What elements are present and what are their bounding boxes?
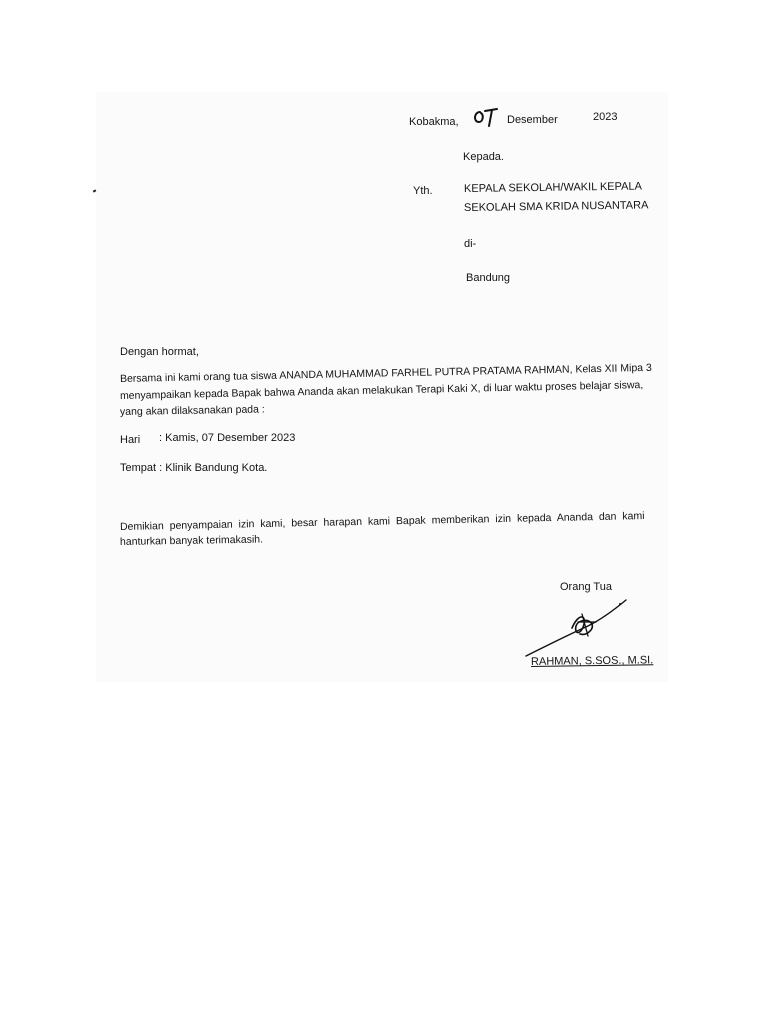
city: Bandung <box>466 272 511 284</box>
date-month: Desember <box>507 114 558 126</box>
date-year: 2023 <box>593 111 618 123</box>
to-label: Kepada. <box>463 151 504 163</box>
day-label: Hari <box>120 434 141 446</box>
closing-line1: Demikian penyampaian izin kami, besar harapan kami Bapak memberikan izin kepada Ananda dan kami <box>119 510 645 533</box>
place-label: Tempat : Klinik Bandung Kota. <box>120 462 268 474</box>
di-label: di- <box>464 238 477 250</box>
handwritten-date <box>470 106 500 130</box>
sign-name: RAHMAN, S.SOS., M.SI. <box>530 654 654 668</box>
body-line2: menyampaikan kepada Bapak bahwa Ananda akan melakukan Terapi Kaki X, di luar waktu proses belajar siswa, <box>119 379 644 402</box>
body-line1: Bersama ini kami orang tua siswa ANANDA MUHAMMAD FARHEL PUTRA PRATAMA RAHMAN, Kelas XII Mipa 3 <box>119 361 652 385</box>
day-value: : Kamis, 07 Desember 2023 <box>159 432 296 444</box>
letter-place: Kobakma, <box>409 116 459 128</box>
recipient-line1: KEPALA SEKOLAH/WAKIL KEPALA <box>463 180 642 195</box>
closing-line2: hanturkan banyak terimakasih. <box>119 533 264 548</box>
yth-label: Yth. <box>413 185 433 197</box>
recipient-line2: SEKOLAH SMA KRIDA NUSANTARA <box>463 199 649 214</box>
sign-role: Orang Tua <box>560 581 612 593</box>
body-line3: yang akan dilaksanakan pada : <box>119 403 265 418</box>
greeting: Dengan hormat, <box>120 346 199 358</box>
signature <box>522 596 632 662</box>
